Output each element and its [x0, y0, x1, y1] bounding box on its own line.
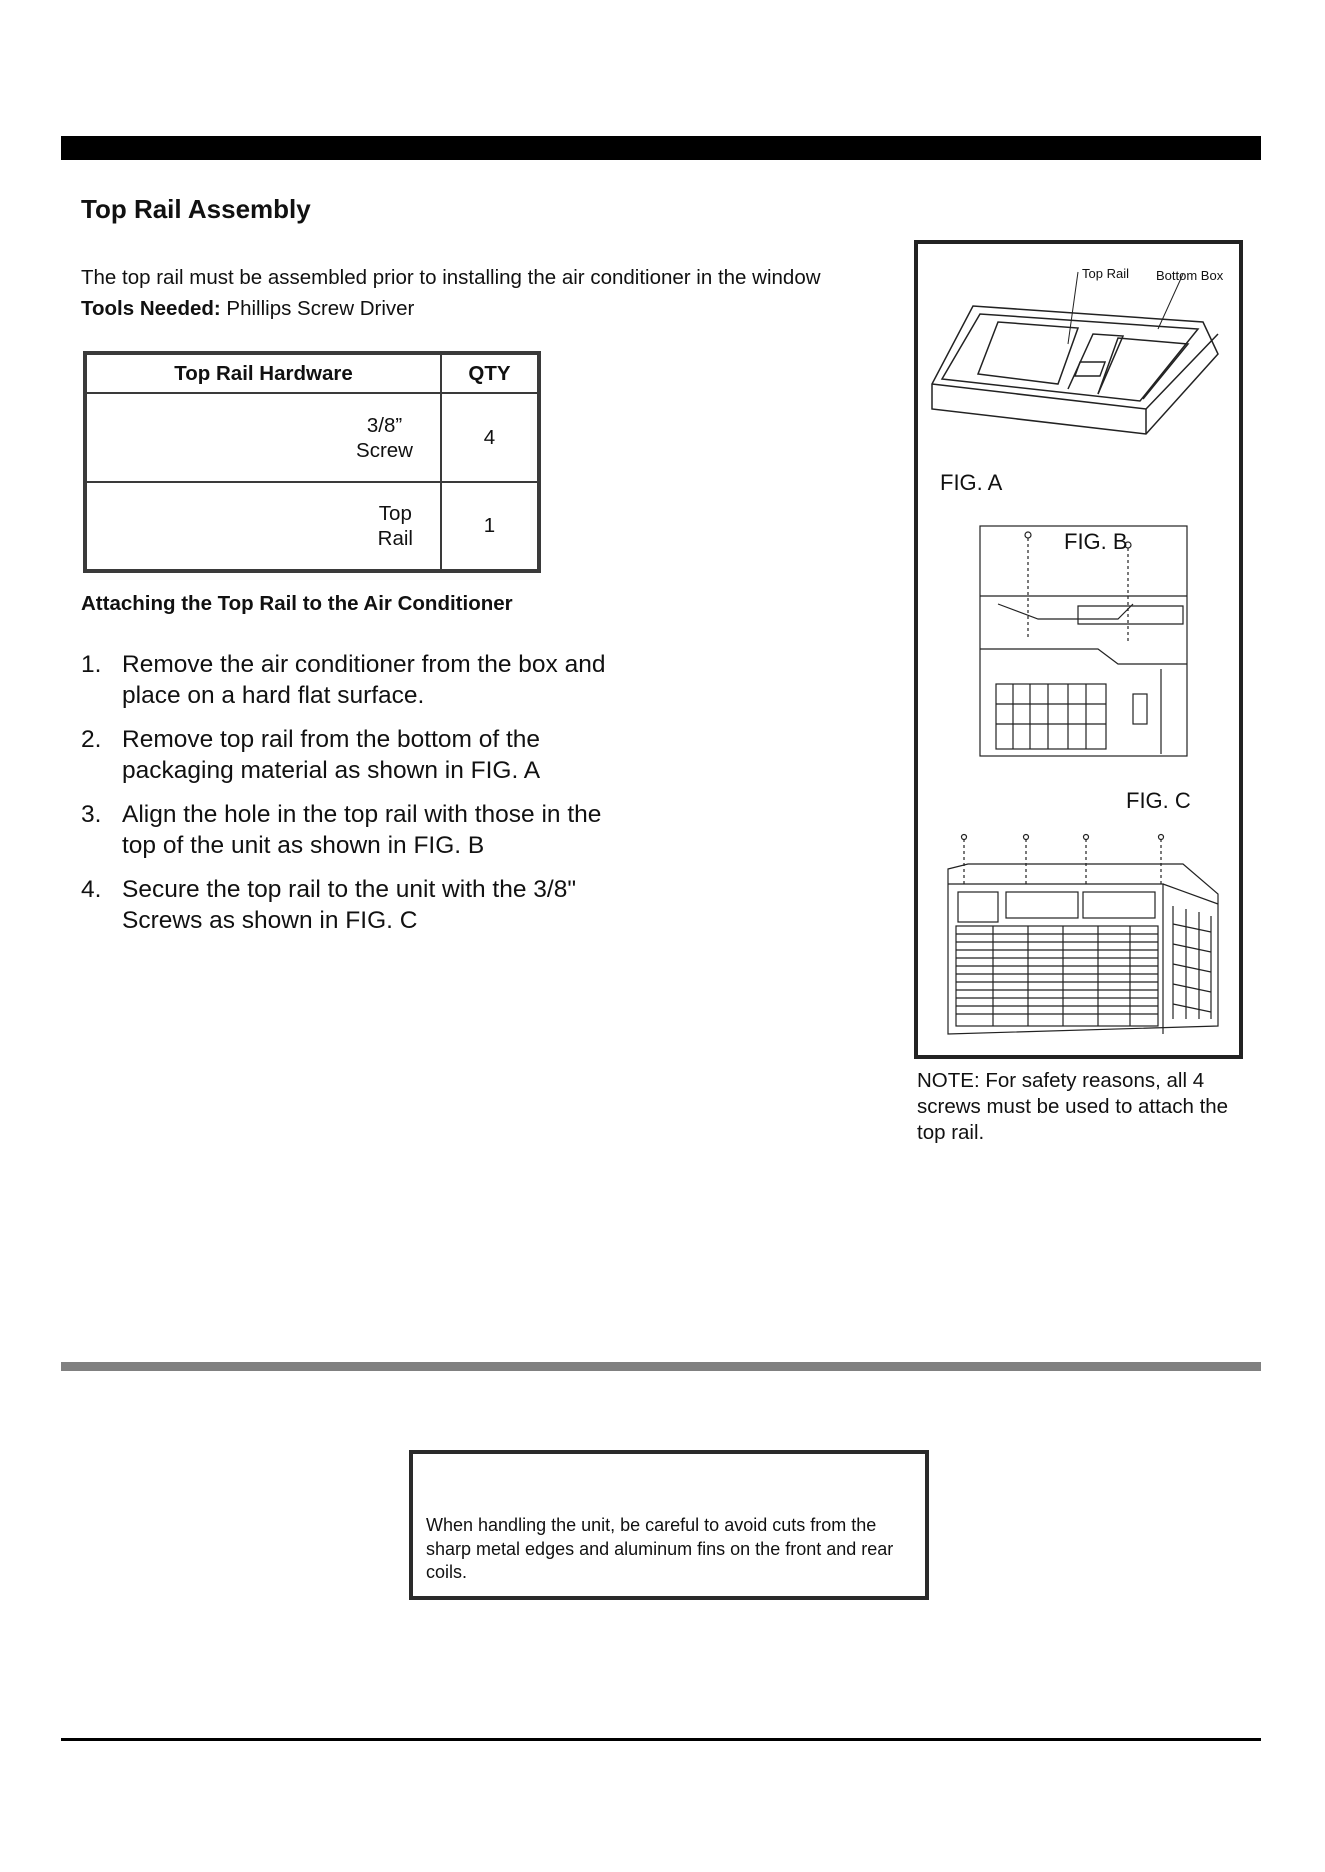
table-row [85, 482, 539, 571]
warning-box [409, 1450, 929, 1600]
fig-c-label: FIG. C [1126, 788, 1191, 813]
intro-text [81, 262, 821, 324]
figure-illustrations [918, 244, 1239, 1055]
hardware-table [83, 351, 541, 573]
hardware-column-header: Top Rail Hardware [85, 353, 441, 393]
step-item: 1. Remove the air conditioner from the box and place on a hard flat surface. [81, 651, 606, 709]
attach-heading: Attaching the Top Rail to the Air Conditioner [81, 592, 513, 615]
fig-c-illustration [948, 835, 1218, 1035]
fig-b-label: FIG. B [1064, 529, 1128, 554]
step-item: 3. Align the hole in the top rail with those in the top of the unit as shown in FIG. B [81, 801, 602, 859]
table-row [85, 393, 539, 482]
fig-a-label: FIG. A [940, 470, 1003, 495]
fig-b-illustration [980, 526, 1187, 756]
intro-sentence: The top rail must be assembled prior to installing the air conditioner in the window [81, 266, 821, 289]
header-bar [61, 136, 1261, 160]
section-title: Top Rail Assembly [81, 194, 311, 224]
hardware-item-screw: 3/8” Screw [85, 393, 441, 482]
safety-note: NOTE: For safety reasons, all 4 screws must be used to attach the top rail. [917, 1069, 1229, 1144]
step-item: 2. Remove top rail from the bottom of the packaging material as shown in FIG. A [81, 726, 541, 784]
figure-panel [914, 240, 1243, 1059]
fig-a-callout-top-rail: Top Rail [1082, 266, 1129, 281]
fig-a-callout-bottom-box: Bottom Box [1156, 268, 1224, 283]
warning-text: When handling the unit, be careful to avoid cuts from the sharp metal edges and aluminum fins on the front and rear coils. [426, 1515, 894, 1582]
tools-label: Tools Needed: [81, 297, 221, 320]
hardware-qty: 4 [441, 393, 539, 482]
fig-a-illustration [932, 272, 1218, 434]
hardware-item-top-rail: Top Rail [85, 482, 441, 571]
qty-column-header: QTY [441, 353, 539, 393]
hardware-qty: 1 [441, 482, 539, 571]
footer-rule [61, 1738, 1261, 1741]
tools-value: Phillips Screw Driver [226, 297, 415, 320]
hardware-table-header [85, 353, 539, 393]
step-item: 4. Secure the top rail to the unit with the 3/8" Screws as shown in FIG. C [81, 876, 577, 934]
tools-needed [81, 293, 821, 324]
section-divider [61, 1362, 1261, 1371]
step-list [81, 649, 641, 949]
